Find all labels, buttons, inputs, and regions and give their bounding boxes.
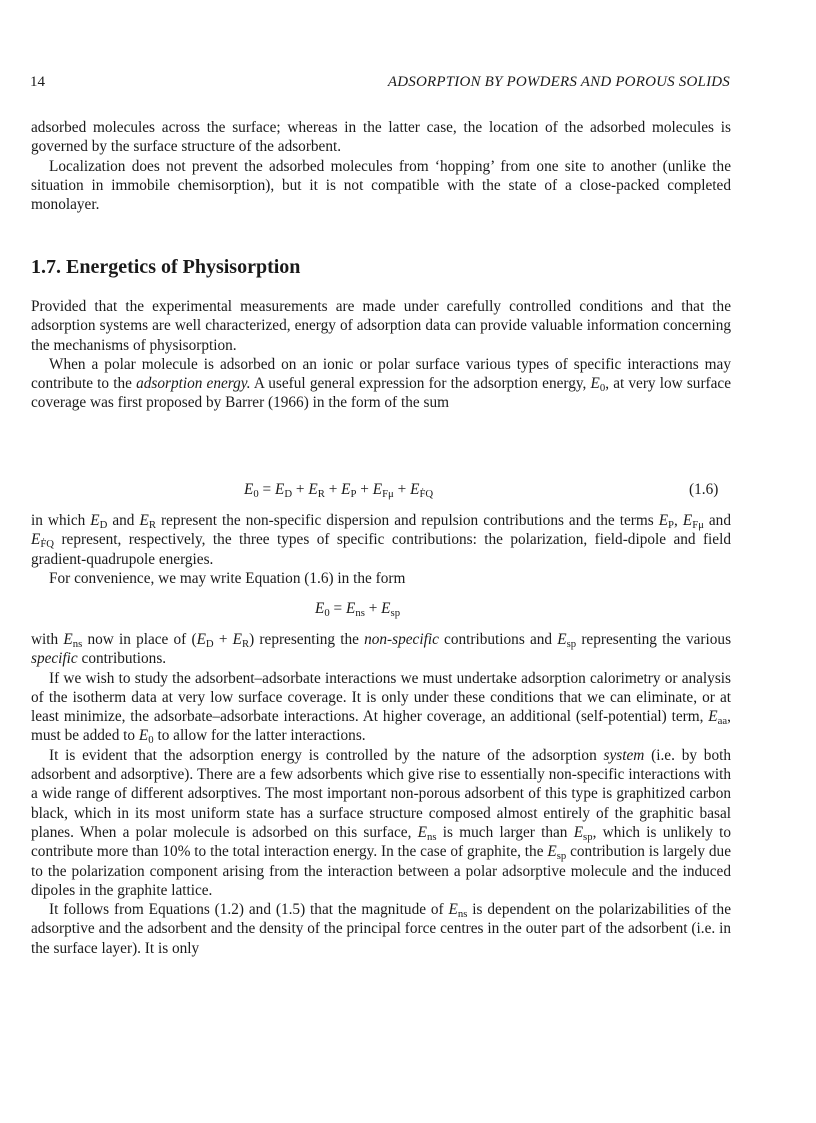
energetics-text-block-1 (31, 297, 731, 413)
paragraph-4: When a polar molecule is adsorbed on an ionic or polar surface various types of specific interactions may contribute to the adsorption energy. A useful general expression for the adsorption energy, $E_0$, at very low surface coverage was first proposed by Barrer (1966) in the form of the sum (31, 355, 732, 412)
energetics-text-block-3 (31, 630, 731, 958)
section-heading (31, 256, 300, 279)
running-head (30, 74, 730, 94)
paragraph-8: If we wish to study the adsorbent–adsorbate interactions we must undertake adsorption calorimetry or analysis of the isotherm data at very low surface coverage. It is only under these conditions that we can eliminate, or at least minimize, the adsorbate–adsorbate interactions. At higher coverage, an additional (self-potential) term, $E_{aa}$, must be added to $E_0$ to allow for the latter interactions. (31, 669, 731, 747)
section-number: 1.7. (31, 256, 61, 278)
section-title: Energetics of Physisorption (66, 256, 301, 278)
paragraph-6: For convenience, we may write Equation (1.6) in the form (49, 569, 406, 587)
paragraph-9: It is evident that the adsorption energy is controlled by the nature of the adsorption system (i.e. by both adsorbent and adsorptive). There are a few adsorbents which give rise to essentially non-specific interactions with a wide range of different adsorptives. The most important non-porous adsorbent of this type is graphitized carbon black, which in its most uniform state has a surface structure composed almost entirely of the graphitic basal planes. When a polar molecule is adsorbed on this surface, $E_{ns}$ is much larger than $E_{sp}$, which is unlikely to contribute more than 10% to the total interaction energy. In the case of graphite, the $E_{sp}$ contribution is largely due to the polarization component arising from the interaction between a polar adsorptive molecule and the induced dipoles in the graphite lattice. (31, 746, 731, 899)
paragraph-3: Provided that the experimental measurements are made under carefully controlled conditions and that the adsorption systems are well characterized, energy of adsorption data can provide valuable information concerning the mechanisms of physisorption. (31, 298, 731, 354)
intro-text-block (31, 118, 731, 214)
equation-number: (1.6) (689, 481, 719, 498)
paragraph-2: Localization does not prevent the adsorbed molecules from ‘hopping’ from one site to another (unlike the situation in immobile chemisorption), but it is not compatible with the state of a close-packed completed monolayer. (31, 157, 731, 214)
page-number: 14 (30, 74, 45, 90)
paragraph-10: It follows from Equations (1.2) and (1.5) that the magnitude of $E_{ns}$ is dependent on the polarizabilities of the adsorptive and the adsorbent and the density of the principal force centres in the outer part of the adsorbent (i.e. in the surface layer). It is only (31, 901, 731, 957)
paragraph-1: adsorbed molecules across the surface; whereas in the latter case, the location of the adsorbed molecules is governed by the surface structure of the adsorbent. (31, 119, 731, 156)
equation-2: $E_0 = E_{ns} + E_{sp}$ (315, 600, 401, 619)
energetics-text-block-2 (31, 511, 731, 588)
running-title: ADSORPTION BY POWDERS AND POROUS SOLIDS (387, 74, 730, 90)
paragraph-7: with $E_{ns}$ now in place of $(E_D + E_R)$ representing the non-specific contributions and $E_{sp}$ representing the various specific contributions. (31, 631, 732, 668)
paragraph-5: in which $E_D$ and $E_R$ represent the non-specific dispersion and repulsion contributions and the terms $E_P$, $E_{F\mu}$ and $E_{ḞQ}$ represent, respectively, the three types of specific contributions: the polarization, field-dipole and field gradient-quadrupole energies. (31, 512, 731, 568)
equation-1-6: $E_0 = E_D + E_R + E_P + E_{F\mu} + E_{ḞQ}$ (244, 481, 434, 500)
